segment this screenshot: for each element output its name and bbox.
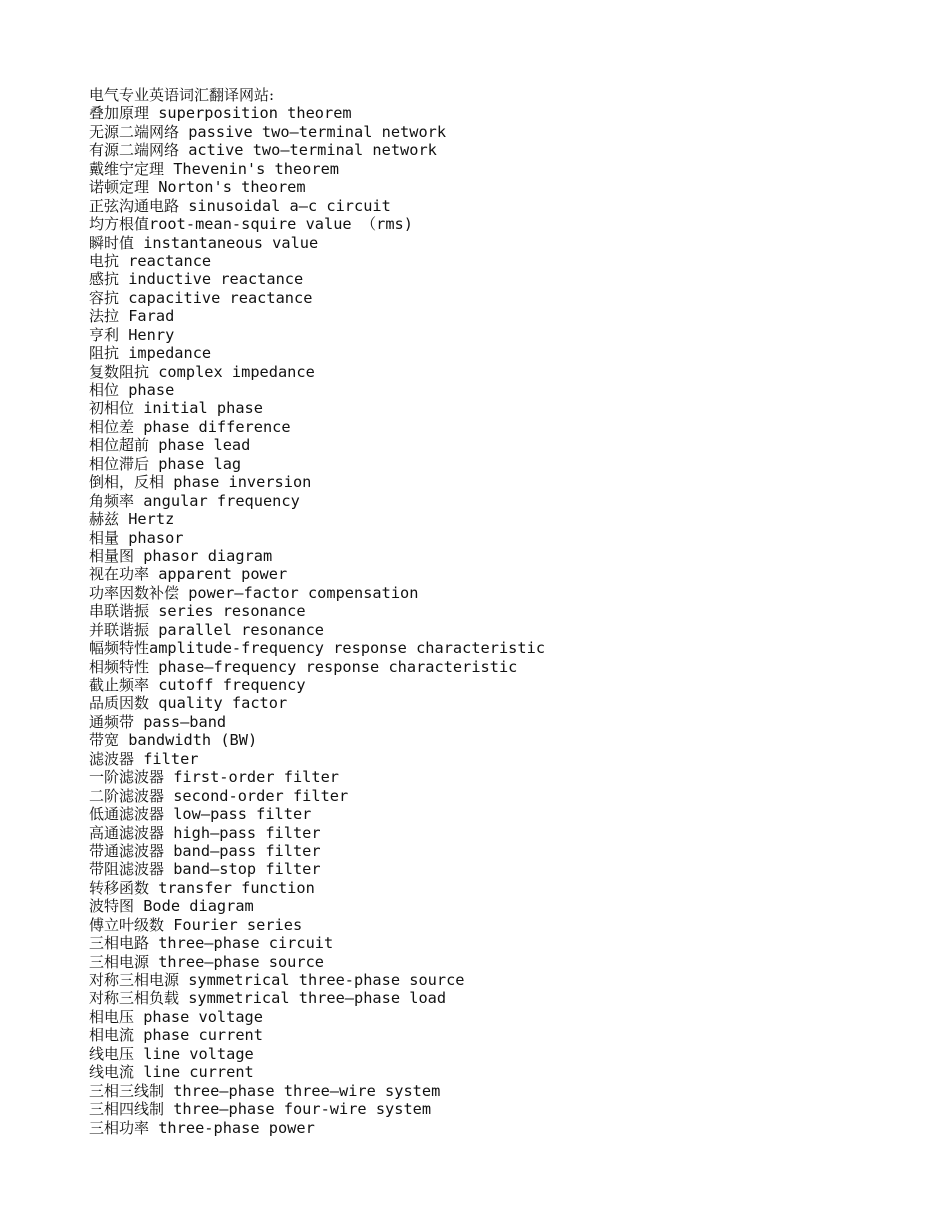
chinese-term: 滤波器	[89, 749, 135, 768]
glossary-entry	[89, 289, 929, 307]
chinese-term: 亨利	[89, 325, 120, 344]
glossary-entry	[89, 824, 929, 842]
glossary-entry	[89, 953, 929, 971]
glossary-entry	[89, 1026, 929, 1044]
chinese-term: 初相位	[89, 399, 135, 418]
english-term: series resonance	[149, 602, 306, 621]
english-term: filter	[134, 749, 199, 768]
english-term: initial phase	[134, 399, 263, 418]
english-term: impedance	[119, 344, 212, 363]
english-term: first-order filter	[164, 768, 339, 787]
chinese-term: 相位	[89, 381, 120, 399]
english-term: root-mean-squire value （rms)	[149, 215, 413, 234]
chinese-term: 高通滤波器	[89, 823, 165, 842]
chinese-term: 并联谐振	[89, 620, 150, 639]
glossary-entry	[89, 750, 929, 768]
glossary-entry	[89, 473, 929, 491]
chinese-term: 相量	[89, 528, 120, 547]
glossary-entry	[89, 510, 929, 528]
english-term: parallel resonance	[149, 620, 324, 639]
chinese-term: 无源二端网络	[89, 122, 180, 141]
chinese-term: 线电压	[89, 1044, 135, 1063]
glossary-entry	[89, 694, 929, 712]
chinese-term: 相频特性	[89, 657, 150, 676]
english-term: power—factor compensation	[179, 583, 419, 602]
english-term: phase	[119, 381, 175, 399]
english-term: complex impedance	[149, 362, 315, 381]
chinese-term: 电抗	[89, 251, 120, 270]
english-term: band—stop filter	[164, 860, 321, 879]
chinese-term: 带宽	[89, 731, 120, 750]
chinese-term: 赫兹	[89, 510, 120, 529]
english-term: bandwidth (BW)	[119, 731, 258, 750]
glossary-entry	[89, 989, 929, 1007]
glossary-entry	[89, 141, 929, 159]
chinese-term: 对称三相电源	[89, 971, 180, 989]
glossary-entry	[89, 197, 929, 215]
chinese-term: 傅立叶级数	[89, 915, 165, 934]
english-term: phasor diagram	[134, 546, 273, 565]
english-term: phase lag	[149, 454, 242, 473]
chinese-term: 三相功率	[89, 1118, 150, 1137]
chinese-term: 对称三相负载	[89, 989, 180, 1008]
glossary-entry	[89, 787, 929, 805]
chinese-term: 波特图	[89, 897, 135, 916]
glossary-entry	[89, 326, 929, 344]
english-term: Bode diagram	[134, 897, 254, 916]
chinese-term: 法拉	[89, 307, 120, 326]
chinese-term: 诺顿定理	[89, 178, 150, 197]
english-term: three—phase source	[149, 952, 324, 971]
english-term: symmetrical three-phase source	[179, 971, 465, 989]
english-term: capacitive reactance	[119, 288, 313, 307]
chinese-term: 品质因数	[89, 694, 150, 713]
english-term: phase current	[134, 1026, 263, 1045]
glossary-entry	[89, 381, 929, 399]
english-term: apparent power	[149, 565, 288, 584]
glossary-list	[89, 104, 929, 1137]
english-term: phase inversion	[164, 473, 312, 492]
document-page	[89, 86, 929, 1137]
glossary-entry	[89, 584, 929, 602]
glossary-entry	[89, 805, 929, 823]
glossary-entry	[89, 436, 929, 454]
chinese-term: 相电流	[89, 1026, 135, 1045]
english-term: sinusoidal a—c circuit	[179, 196, 391, 215]
english-term: phase difference	[134, 417, 291, 436]
english-term: three—phase circuit	[149, 934, 334, 953]
english-term: active two—terminal network	[179, 141, 437, 160]
glossary-entry	[89, 1008, 929, 1026]
glossary-entry	[89, 178, 929, 196]
glossary-entry	[89, 934, 929, 952]
chinese-term: 三相三线制	[89, 1081, 165, 1100]
chinese-term: 倒相，反相	[89, 473, 165, 492]
chinese-term: 三相电源	[89, 952, 150, 971]
glossary-entry	[89, 492, 929, 510]
glossary-entry	[89, 658, 929, 676]
chinese-term: 复数阻抗	[89, 362, 150, 381]
glossary-entry	[89, 1119, 929, 1137]
glossary-entry	[89, 455, 929, 473]
chinese-term: 相位差	[89, 417, 135, 436]
glossary-entry	[89, 1063, 929, 1081]
glossary-entry	[89, 104, 929, 122]
chinese-term: 一阶滤波器	[89, 768, 165, 787]
glossary-entry	[89, 842, 929, 860]
english-term: reactance	[119, 251, 212, 270]
glossary-entry	[89, 897, 929, 915]
chinese-term: 三相四线制	[89, 1100, 165, 1119]
glossary-entry	[89, 1045, 929, 1063]
glossary-entry	[89, 418, 929, 436]
glossary-entry	[89, 252, 929, 270]
chinese-term: 角频率	[89, 491, 135, 510]
glossary-entry	[89, 565, 929, 583]
chinese-term: 功率因数补偿	[89, 583, 180, 602]
chinese-term: 感抗	[89, 270, 120, 289]
glossary-entry	[89, 270, 929, 288]
chinese-term: 正弦沟通电路	[89, 196, 180, 215]
chinese-term: 相位超前	[89, 436, 150, 455]
chinese-term: 线电流	[89, 1063, 135, 1082]
chinese-term: 相量图	[89, 546, 135, 565]
chinese-term: 低通滤波器	[89, 805, 165, 824]
glossary-entry	[89, 160, 929, 178]
glossary-entry	[89, 344, 929, 362]
chinese-term: 三相电路	[89, 934, 150, 953]
english-term: line current	[134, 1063, 254, 1082]
english-term: high—pass filter	[164, 823, 321, 842]
english-term: phase voltage	[134, 1007, 263, 1026]
chinese-term: 截止频率	[89, 676, 150, 694]
english-term: three—phase three—wire system	[164, 1081, 441, 1100]
english-term: inductive reactance	[119, 270, 304, 289]
glossary-entry	[89, 602, 929, 620]
glossary-entry	[89, 971, 929, 989]
glossary-entry	[89, 713, 929, 731]
english-term: Farad	[119, 307, 175, 326]
chinese-term: 通频带	[89, 712, 135, 731]
glossary-entry	[89, 676, 929, 694]
glossary-entry	[89, 529, 929, 547]
english-term: phasor	[119, 528, 184, 547]
english-term: instantaneous value	[134, 233, 319, 252]
chinese-term: 阻抗	[89, 344, 120, 363]
glossary-entry	[89, 123, 929, 141]
chinese-term: 均方根值	[89, 215, 150, 234]
english-term: Norton's theorem	[149, 178, 306, 197]
glossary-entry	[89, 916, 929, 934]
english-term: superposition theorem	[149, 104, 352, 123]
glossary-entry	[89, 234, 929, 252]
chinese-term: 带阻滤波器	[89, 860, 165, 879]
glossary-entry	[89, 879, 929, 897]
chinese-term: 转移函数	[89, 878, 150, 897]
english-term: transfer function	[149, 878, 315, 897]
chinese-term: 有源二端网络	[89, 141, 180, 160]
chinese-term: 戴维宁定理	[89, 159, 165, 178]
glossary-entry	[89, 215, 929, 233]
english-term: phase—frequency response characteristic	[149, 657, 518, 676]
glossary-entry	[89, 860, 929, 878]
document-title: 电气专业英语词汇翻译网站:	[89, 86, 275, 104]
glossary-entry	[89, 731, 929, 749]
glossary-entry	[89, 1100, 929, 1118]
chinese-term: 容抗	[89, 288, 120, 307]
chinese-term: 相位滞后	[89, 454, 150, 473]
document-title-line	[89, 86, 929, 104]
english-term: Fourier series	[164, 915, 303, 934]
english-term: pass—band	[134, 712, 227, 731]
glossary-entry	[89, 363, 929, 381]
chinese-term: 视在功率	[89, 565, 150, 584]
english-term: angular frequency	[134, 491, 300, 510]
chinese-term: 串联谐振	[89, 602, 150, 621]
glossary-entry	[89, 639, 929, 657]
english-term: symmetrical three—phase load	[179, 989, 447, 1008]
english-term: line voltage	[134, 1044, 254, 1063]
english-term: Hertz	[119, 510, 175, 529]
english-term: phase lead	[149, 436, 251, 455]
english-term: Thevenin's theorem	[164, 159, 339, 178]
glossary-entry	[89, 621, 929, 639]
chinese-term: 瞬时值	[89, 233, 135, 252]
glossary-entry	[89, 1082, 929, 1100]
glossary-entry	[89, 547, 929, 565]
english-term: Henry	[119, 325, 175, 344]
english-term: amplitude-frequency response characteristic	[149, 639, 546, 658]
english-term: band—pass filter	[164, 841, 321, 860]
english-term: three-phase power	[149, 1118, 315, 1137]
english-term: passive two—terminal network	[179, 122, 447, 141]
chinese-term: 带通滤波器	[89, 841, 165, 860]
english-term: three—phase four-wire system	[164, 1100, 432, 1119]
chinese-term: 叠加原理	[89, 104, 150, 123]
english-term: quality factor	[149, 694, 288, 713]
english-term: second-order filter	[164, 786, 349, 805]
chinese-term: 二阶滤波器	[89, 786, 165, 805]
chinese-term: 幅频特性	[89, 639, 150, 658]
chinese-term: 相电压	[89, 1007, 135, 1026]
english-term: cutoff frequency	[149, 676, 306, 694]
glossary-entry	[89, 307, 929, 325]
english-term: low—pass filter	[164, 805, 312, 824]
glossary-entry	[89, 399, 929, 417]
glossary-entry	[89, 768, 929, 786]
